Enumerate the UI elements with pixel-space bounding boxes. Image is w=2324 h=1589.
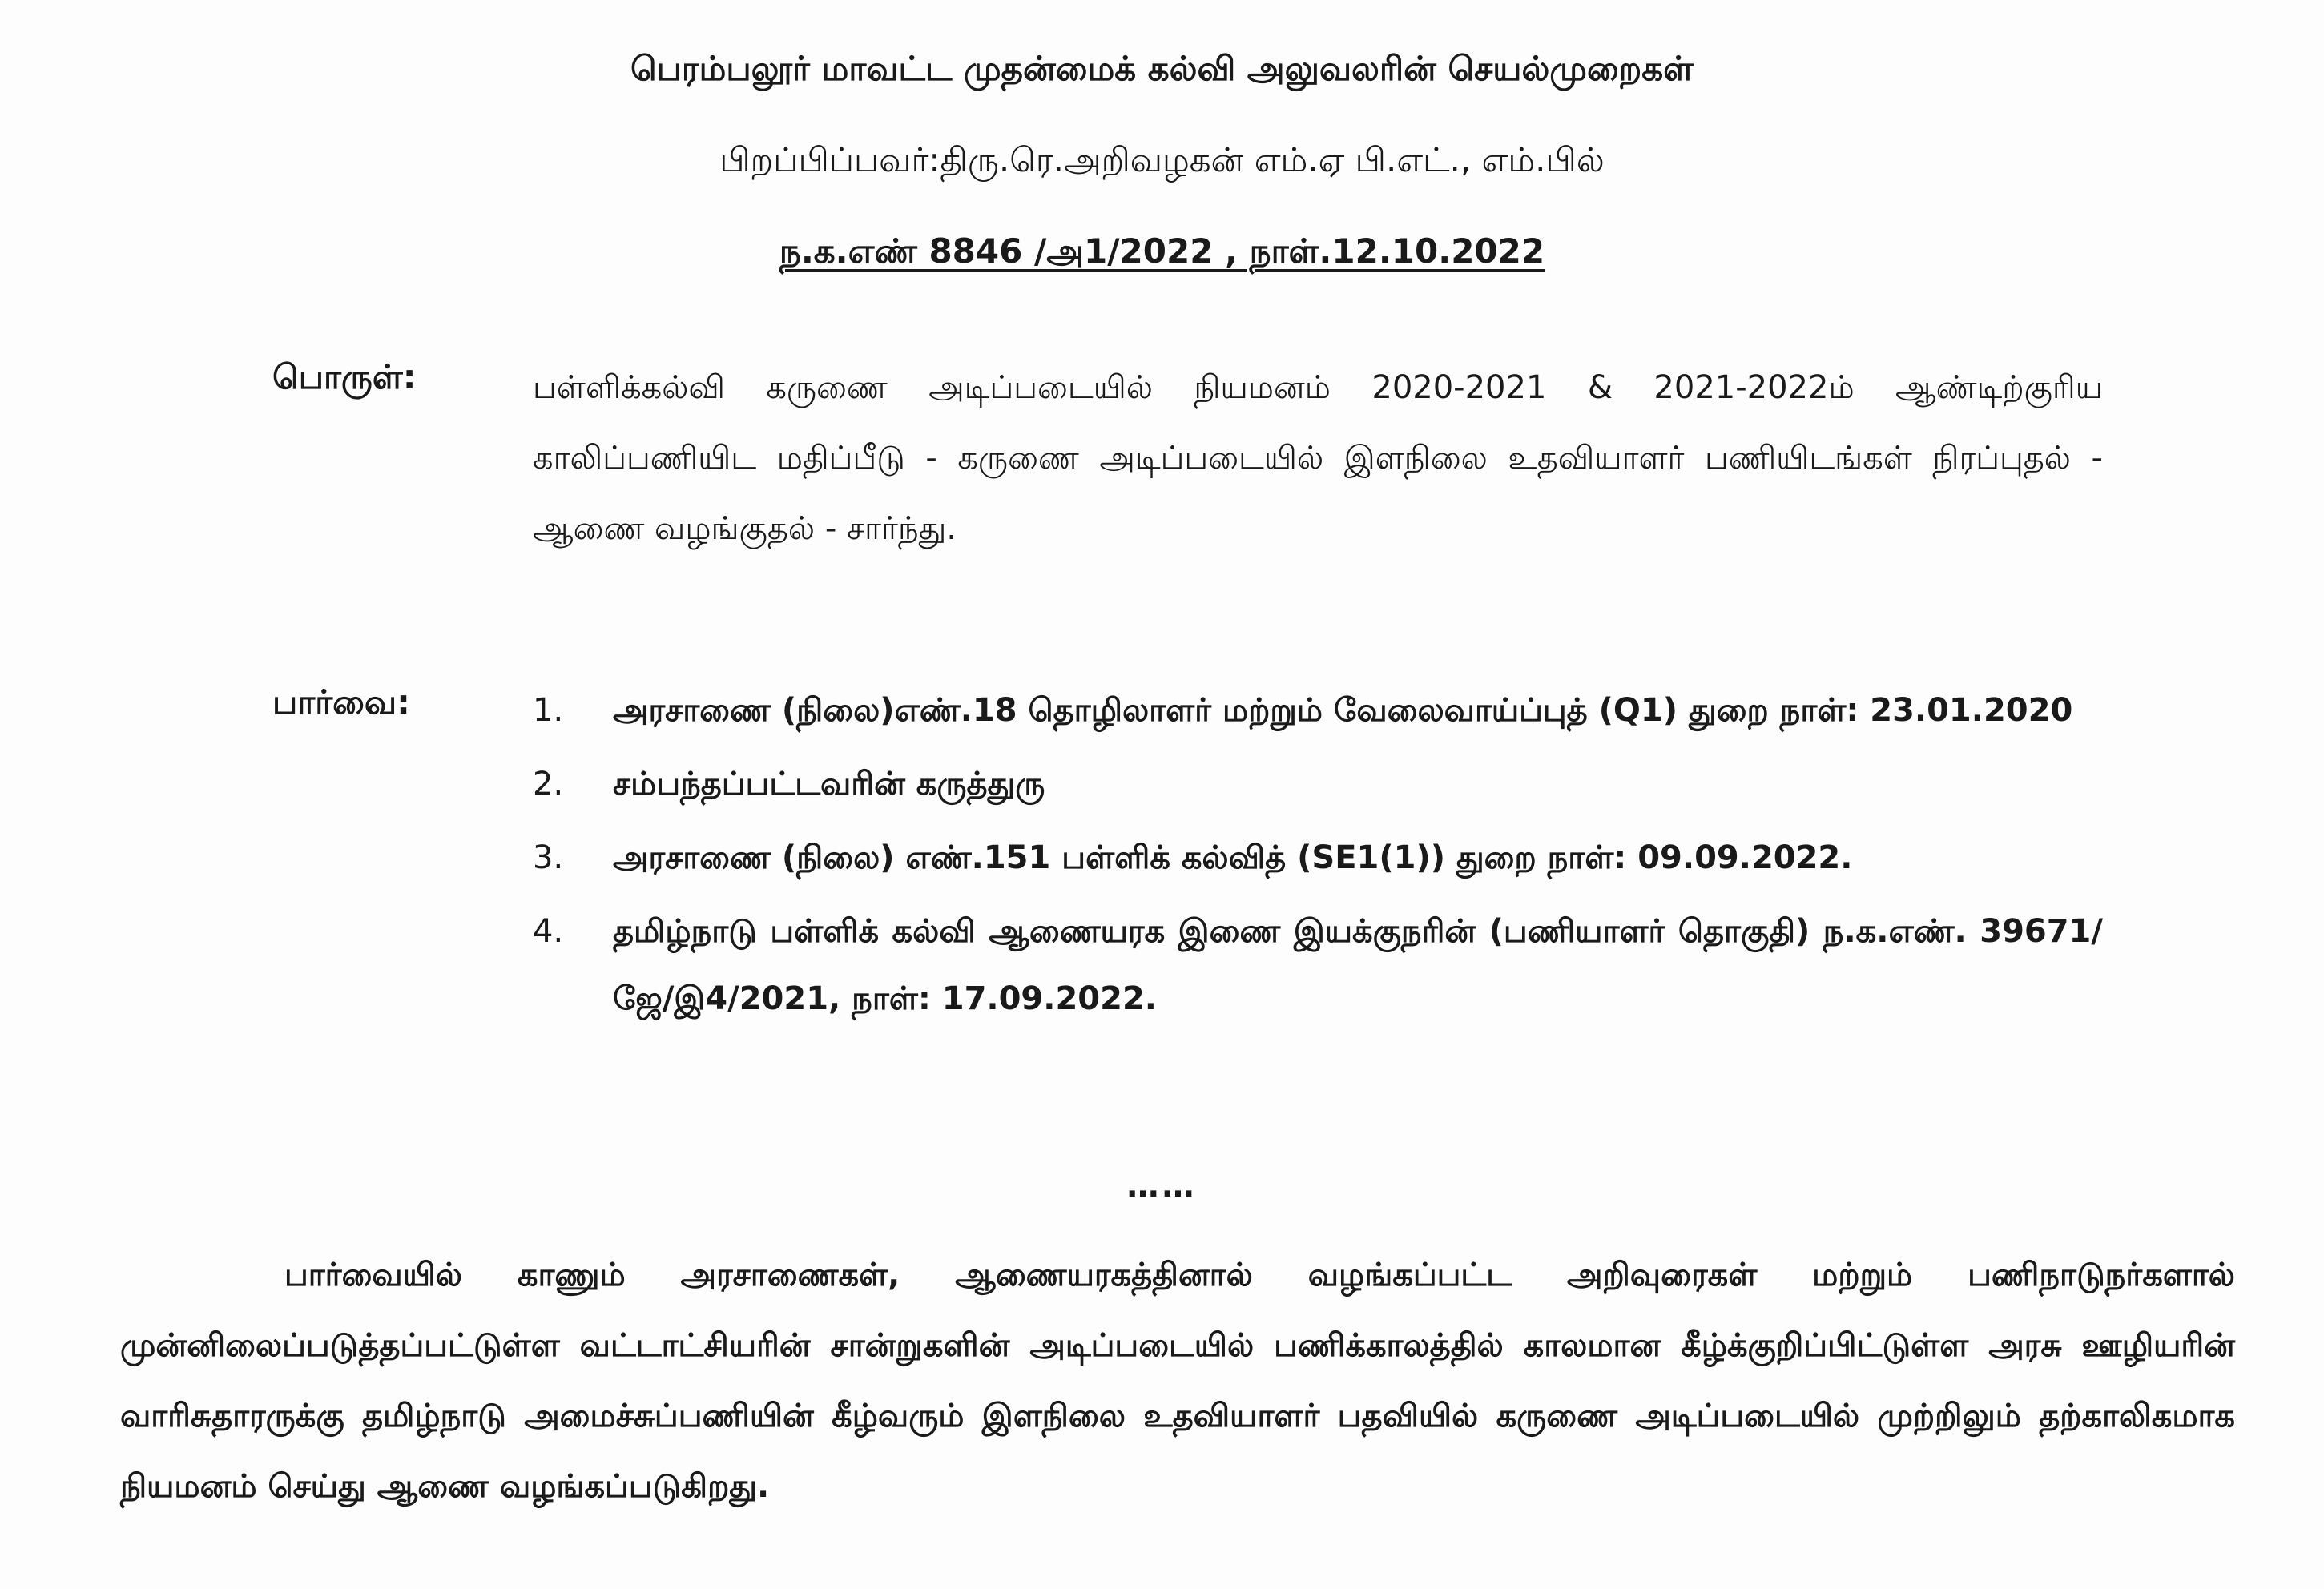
- reference-number: 3.: [533, 839, 564, 876]
- reference-number-line: [0, 227, 2324, 276]
- reference-text: அரசாணை (நிலை) எண்.151 பள்ளிக் கல்வித் (SE1(1)) துறை நாள்: 09.09.2022.: [613, 839, 1853, 876]
- reference-item: [533, 750, 2103, 818]
- subject-text: பள்ளிக்கல்வி கருணை அடிப்படையில் நியமனம் 2020-2021 & 2021-2022ம் ஆண்டிற்குரிய காலிப்பணியிட மதிப்பீடு - கருணை அடிப்படையில் இளநிலை உதவியாளர் பணியிடங்கள் நிரப்புதல் - ஆணை வழங்குதல் - சார்ந்து.: [533, 369, 2103, 547]
- reference-text: அரசாணை (நிலை)எண்.18 தொழிலாளர் மற்றும் வேலைவாய்ப்புத் (Q1) துறை நாள்: 23.01.2020: [613, 692, 2073, 729]
- reference-item: [533, 677, 2103, 744]
- reference-number-text: ந.க.எண் 8846 /அ1/2022 , நாள்.12.10.2022: [779, 231, 1545, 271]
- body-paragraph: பார்வையில் காணும் அரசாணைகள், ஆணையரகத்தினால் வழங்கப்பட்ட அறிவுரைகள் மற்றும் பணிநாடுநர்களால் முன்னிலைப்படுத்தப்பட்டுள்ள வட்டாட்சியரின் சான்றுகளின் அடிப்படையில் பணிக்காலத்தில் காலமான கீழ்க்குறிப்பிட்டுள்ள அரசு ஊழியரின் வாரிசுதாரருக்கு தமிழ்நாடு அமைச்சுப்பணியின் கீழ்வரும் இளநிலை உதவியாளர் பதவியில் கருணை அடிப்படையில் முற்றிலும் தற்காலிகமாக நியமனம் செய்து ஆணை வழங்கப்படுகிறது.: [120, 1257, 2235, 1505]
- reference-number: 2.: [533, 766, 564, 803]
- issuer-line: பிறப்பிப்பவர்:திரு.ரெ.அறிவழகன் எம்.ஏ பி.எட்., எம்.பில்: [719, 140, 1605, 179]
- reference-text: தமிழ்நாடு பள்ளிக் கல்வி ஆணையரக இணை இயக்குநரின் (பணியாளர் தொகுதி) ந.க.எண். 39671/ஜே/இ4/2021, நாள்: 17.09.2022.: [613, 913, 2104, 1017]
- reference-number: 1.: [533, 692, 564, 729]
- subject-label: பொருள்:: [272, 357, 417, 396]
- reference-item: [533, 898, 2103, 1032]
- reference-text: சம்பந்தப்பட்டவரின் கருத்துரு: [613, 766, 1045, 803]
- reference-item: [533, 824, 2103, 891]
- reference-number: 4.: [533, 913, 564, 950]
- document-title: பெரம்பலூர் மாவட்ட முதன்மைக் கல்வி அலுவலரின் செயல்முறைகள்: [630, 49, 1694, 88]
- references-list: [533, 677, 2103, 1039]
- section-separator: ……: [1126, 1168, 1198, 1205]
- references-label: பார்வை:: [272, 682, 410, 722]
